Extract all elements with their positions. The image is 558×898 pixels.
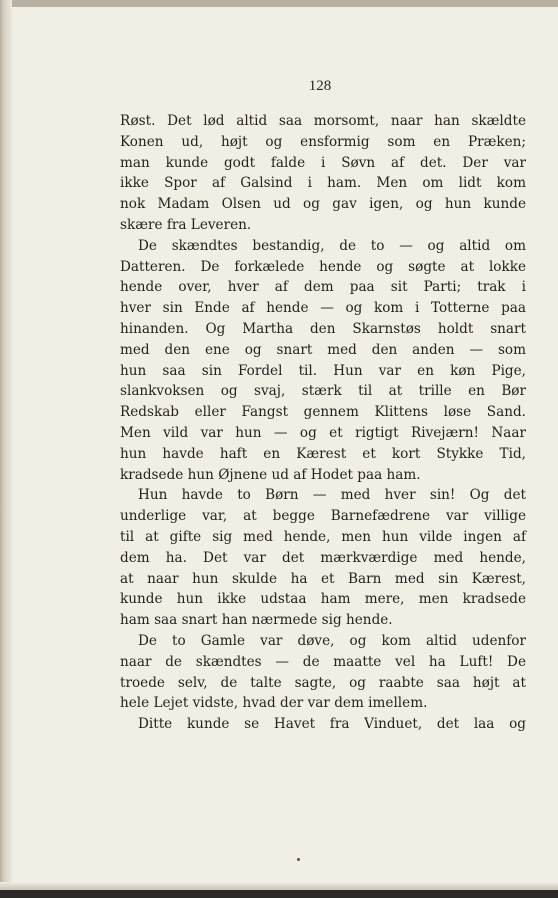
text-line: Konen ud, højt og ensformig som en Præken; — [120, 133, 526, 150]
text-line: hende over, hver af dem paa sit Parti; trak i — [120, 279, 526, 296]
page-bottom-edge — [0, 890, 558, 898]
body-text — [120, 111, 526, 735]
text-line: ikke Spor af Galsind i ham. Men om lidt kom — [120, 175, 526, 192]
text-line: Redskab eller Fangst gennem Klittens løse Sand. — [120, 404, 526, 421]
text-line: hun saa sin Fordel til. Hun var en køn Pige, — [120, 362, 526, 379]
page-bottom-shadow — [0, 882, 558, 890]
text-line: kradsede hun Øjnene ud af Hodet paa ham. — [120, 466, 421, 483]
text-line: slankvoksen og svaj, stærk til at trille en Bør — [120, 383, 526, 400]
page-number: 128 — [308, 78, 332, 94]
text-line: skære fra Leveren. — [120, 216, 252, 233]
text-line: med den ene og snart med den anden — som — [120, 341, 526, 358]
text-line: De to Gamle var døve, og kom altid udenfor — [138, 632, 526, 649]
ink-speck — [297, 858, 300, 861]
text-line: hinanden. Og Martha den Skarnstøs holdt snart — [120, 320, 526, 337]
text-line: Hun havde to Børn — med hver sin! Og det — [138, 487, 526, 504]
text-line: De skændtes bestandig, de to — og altid om — [138, 237, 526, 254]
text-line: Røst. Det lød altid saa morsomt, naar han skældte — [120, 113, 526, 129]
text-line: nok Madam Olsen ud og gav igen, og hun kunde — [120, 196, 526, 213]
text-line: underlige var, at begge Barnefædrene var villige — [120, 508, 526, 525]
text-line: til at gifte sig med hende, men hun vilde ingen af — [120, 528, 526, 545]
text-line: naar de skændtes — de maatte vel ha Luft! De — [120, 653, 526, 670]
text-line: at naar hun skulde ha et Barn med sin Kærest, — [120, 570, 526, 587]
text-line: ham saa snart han nærmede sig hende. — [120, 612, 393, 629]
text-line: man kunde godt falde i Søvn af det. Der var — [120, 154, 526, 171]
page-top-edge — [0, 0, 558, 7]
text-line: Ditte kunde se Havet fra Vinduet, det laa og — [138, 716, 526, 733]
text-line: Men vild var hun — og et rigtigt Rivejærn! Naar — [120, 424, 526, 441]
text-line: hun havde haft en Kærest et kort Stykke Tid, — [120, 445, 526, 462]
text-line: Datteren. De forkælede hende og søgte at lokke — [120, 258, 526, 275]
text-line: hele Lejet vidste, hvad der var dem imellem. — [120, 695, 428, 712]
page-binding-gutter — [0, 0, 12, 898]
text-line: kunde hun ikke udstaa ham mere, men kradsede — [120, 591, 526, 608]
text-line: troede selv, de talte sagte, og raabte saa højt at — [120, 674, 526, 691]
text-line: dem ha. Det var det mærkværdige med hende, — [120, 549, 526, 566]
text-line: hver sin Ende af hende — og kom i Totterne paa — [120, 300, 526, 317]
